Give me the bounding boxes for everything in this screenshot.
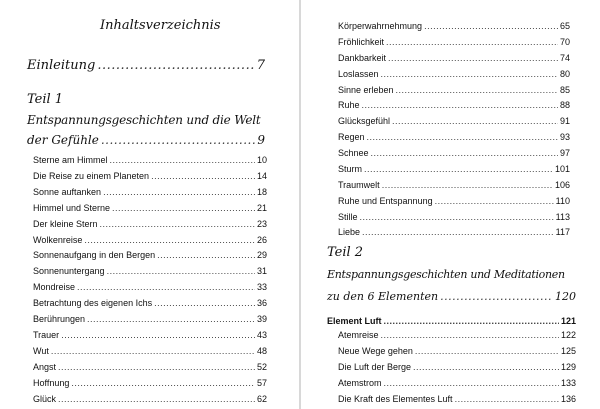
entry-label: Sonnenaufgang in den Bergen [33,250,156,261]
dot-leader [381,329,559,341]
toc-entry[interactable] [33,329,267,341]
part2-page: 120 [555,290,576,303]
entry-label: Mondreise [33,282,76,293]
dot-leader [413,361,559,373]
dot-leader [77,281,255,293]
entry-page: 33 [256,282,267,293]
dot-leader [362,226,554,238]
entry-label: Himmel und Sterne [33,202,111,213]
toc-entry[interactable] [33,234,267,246]
part2-heading: Teil 2 [327,245,364,260]
entry-page: 18 [256,186,267,197]
section-page: 121 [560,316,576,326]
entry-page: 26 [256,234,267,245]
entry-page: 117 [555,227,570,238]
toc-entry[interactable] [33,297,267,309]
toc-entry[interactable] [33,361,267,373]
dot-leader [360,211,554,223]
dot-leader [382,179,553,191]
toc-entry[interactable] [338,226,570,238]
entry-page: 85 [559,84,570,95]
dot-leader [415,345,559,357]
part1-heading: Teil 1 [27,92,64,107]
entry-label: Sturm [338,163,363,174]
entry-label: Glücksgefühl [338,116,391,127]
entry-page: 29 [256,250,267,261]
entry-page: 74 [559,52,570,63]
toc-entry[interactable] [338,163,570,175]
dot-leader [435,195,554,207]
entry-page: 133 [560,377,576,388]
entry-page: 23 [256,218,267,229]
entry-page: 113 [555,211,570,222]
toc-entry[interactable] [338,179,570,191]
dot-leader [112,202,255,214]
toc-entry[interactable] [338,20,570,32]
toc-entry[interactable] [338,393,576,405]
entry-page: 57 [256,377,267,388]
entry-label: Atemreise [338,330,379,340]
toc-row-part2[interactable] [327,290,576,303]
toc-entry[interactable] [338,115,570,127]
entry-page: 97 [559,148,570,159]
dot-leader [61,329,255,341]
entry-label: Ruhe [338,100,360,111]
entry-label: Dankbarkeit [338,52,387,63]
entry-page: 93 [559,132,570,143]
entry-page: 106 [554,179,570,190]
entry-page: 52 [256,361,267,372]
entry-label: Schnee [338,148,369,159]
dot-leader [100,218,255,230]
toc-entry[interactable] [33,202,267,214]
dot-leader [151,170,255,182]
entry-page: 62 [256,393,267,404]
dot-leader [364,163,553,175]
part2-title-line2: zu den 6 Elementen [327,290,439,303]
entry-label: Wolkenreise [33,234,83,245]
right-page [301,0,600,409]
toc-entry[interactable] [33,170,267,182]
entry-page: 80 [559,68,570,79]
entry-label: Glück [33,393,57,404]
dot-leader [367,131,558,143]
entry-label: Ruhe und Entspannung [338,195,433,206]
entry-label: Sterne am Himmel [33,155,108,165]
entry-label: Hoffnung [33,377,70,388]
toc-entry[interactable] [33,313,267,325]
toc-title: Inhaltsverzeichnis [100,18,221,33]
toc-entry[interactable] [33,249,267,261]
dot-leader [97,58,254,73]
dot-leader [455,393,559,405]
entry-label: Sonnenuntergang [33,266,105,277]
entry-page: 43 [256,329,267,340]
entry-page: 65 [559,21,570,31]
dot-leader [103,186,255,198]
entry-label: Betrachtung des eigenen Ichs [33,298,153,309]
entry-page: 125 [560,345,576,356]
entry-label: Berührungen [33,314,86,324]
section-label: Element Luft [327,316,382,326]
dot-leader [157,249,255,261]
entry-label: Loslassen [338,68,379,79]
dot-leader [110,154,255,166]
entry-label: Atemstrom [338,377,382,388]
entry-page: 39 [256,314,267,324]
intro-label: Einleitung [27,58,96,73]
dot-leader [392,115,558,127]
dot-leader [362,99,558,111]
entry-page: 91 [559,116,570,127]
entry-label: Traumwelt [338,179,380,190]
entry-page: 48 [256,345,267,356]
dot-leader [440,290,553,303]
entry-page: 110 [555,195,570,206]
dot-leader [58,361,255,373]
entry-label: Trauer [33,329,60,340]
toc-entry[interactable] [338,195,570,207]
entry-label: Stille [338,211,358,222]
dot-leader [71,377,255,389]
entry-page: 10 [256,155,267,165]
entry-page: 14 [256,170,267,181]
toc-entry[interactable] [33,345,267,357]
toc-entry[interactable] [33,218,267,230]
dot-leader [154,297,255,309]
left-page [0,0,299,409]
toc-entry[interactable] [338,52,570,64]
entry-page: 31 [256,266,267,277]
entry-label: Fröhlichkeit [338,36,385,47]
toc-entry[interactable] [338,147,570,159]
toc-entry[interactable] [338,211,570,223]
entry-page: 122 [560,330,576,340]
toc-entry[interactable] [33,281,267,293]
intro-page: 7 [256,58,265,73]
entry-label: Der kleine Stern [33,218,98,229]
entry-label: Die Kraft des Elementes Luft [338,393,453,404]
entry-page: 70 [559,36,570,47]
toc-entry[interactable] [338,36,570,48]
entry-page: 136 [560,393,576,404]
entry-label: Liebe [338,227,361,238]
toc-entry[interactable] [33,154,267,166]
part1-page: 9 [257,133,265,147]
toc-entry[interactable] [33,265,267,277]
entry-label: Wut [33,345,49,356]
entry-label: Sinne erleben [338,84,394,95]
dot-leader [396,84,558,96]
part1-title-line1: Entspannungsgeschichten und die Welt [27,113,261,127]
entry-label: Die Luft der Berge [338,361,412,372]
dot-leader [101,133,256,147]
part2-title-line1: Entspannungsgeschichten und Meditationen [327,268,565,281]
dot-leader [424,20,558,32]
dot-leader [386,36,558,48]
dot-leader [107,265,255,277]
entry-label: Regen [338,132,365,143]
part1-title-line2: der Gefühle [27,133,99,147]
toc-entry[interactable] [33,186,267,198]
dot-leader [388,52,558,64]
entry-page: 21 [256,202,267,213]
entry-label: Neue Wege gehen [338,345,413,356]
entry-page: 88 [559,100,570,111]
entry-label: Angst [33,361,57,372]
entry-page: 101 [554,163,570,174]
entry-label: Die Reise zu einem Planeten [33,170,150,181]
dot-leader [381,68,558,80]
toc-row-part1[interactable] [27,133,265,147]
toc-entry[interactable] [338,361,576,373]
dot-leader [384,315,559,327]
toc-row-introduction[interactable] [27,58,265,73]
entry-page: 129 [560,361,576,372]
toc-row-element-luft[interactable] [327,315,576,327]
toc-entry[interactable] [338,68,570,80]
dot-leader [84,234,255,246]
toc-entry[interactable] [33,377,267,389]
toc-entry[interactable] [338,329,576,341]
dot-leader [87,313,255,325]
toc-entry[interactable] [338,345,576,357]
entry-label: Körperwahrnehmung [338,21,423,31]
toc-entry[interactable] [338,377,576,389]
toc-entry[interactable] [338,131,570,143]
dot-leader [371,147,558,159]
dot-leader [384,377,559,389]
dot-leader [51,345,255,357]
toc-entry[interactable] [33,393,267,405]
entry-page: 36 [256,298,267,309]
toc-entry[interactable] [338,99,570,111]
entry-label: Sonne auftanken [33,186,102,197]
toc-entry[interactable] [338,84,570,96]
dot-leader [58,393,255,405]
